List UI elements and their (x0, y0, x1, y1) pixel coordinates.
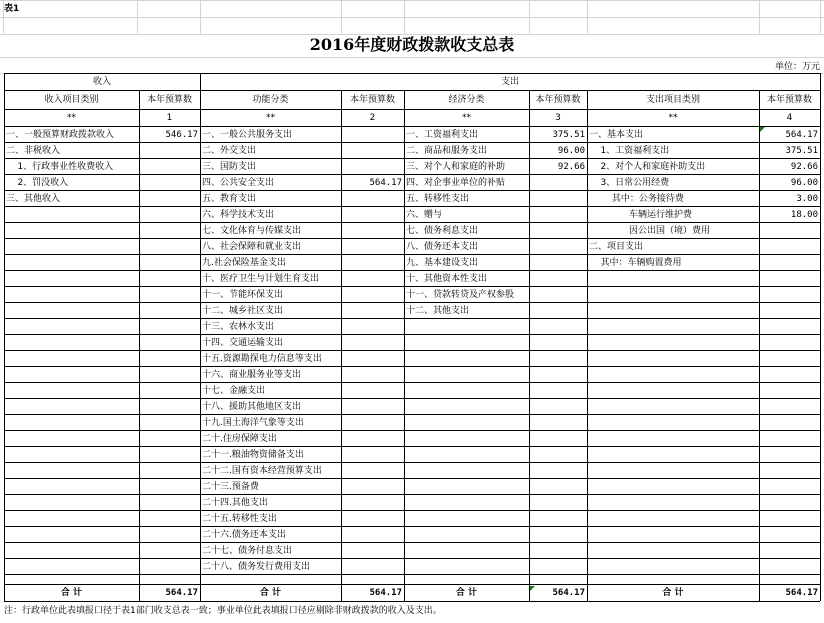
function-row-label: 十二、城乡社区支出 (202, 306, 284, 316)
function-row-value (341, 399, 404, 415)
income-row-value (139, 159, 200, 175)
income-row-value (139, 191, 200, 207)
expense-row-label: 二、项目支出 (589, 242, 644, 252)
economic-row-value (529, 223, 587, 239)
header-function-category: 功能分类 (252, 95, 289, 105)
total-label-function: 合 计 (259, 588, 282, 598)
function-row-value (341, 319, 404, 335)
function-row-label: 十八、援助其他地区支出 (202, 402, 302, 412)
economic-row-label: 八、债务还本支出 (406, 242, 479, 252)
function-row-label: 四、公共安全支出 (202, 178, 275, 188)
function-row-label: 九.社会保险基金支出 (202, 258, 286, 268)
header-num-1: 1 (166, 113, 173, 123)
function-row-label: 二十四.其他支出 (202, 498, 268, 508)
expense-row-value: 375.51 (785, 146, 818, 156)
header-stars-3: ** (462, 113, 471, 123)
sheet-label: 表1 (4, 4, 20, 14)
function-row-label: 二十一.粮油物资储备支出 (202, 450, 304, 460)
income-row-label: 三、其他收入 (6, 194, 61, 204)
function-row-label: 二十六.债务还本支出 (202, 530, 286, 540)
economic-row-label: 一、工资福利支出 (406, 130, 479, 140)
function-row-value (341, 207, 404, 223)
function-row-label: 十七、金融支出 (202, 386, 266, 396)
function-row-label: 一、一般公共服务支出 (202, 130, 293, 140)
function-row-value (341, 335, 404, 351)
expense-row-label: 车辆运行维护费 (589, 210, 693, 220)
function-row-value (341, 431, 404, 447)
income-row-value: 546.17 (165, 130, 198, 140)
function-row-label: 十五.资源勘探电力信息等支出 (202, 354, 322, 364)
economic-row-value: 96.00 (557, 146, 585, 156)
function-row-value (341, 527, 404, 543)
function-row-label: 十四、交通运输支出 (202, 338, 284, 348)
function-row-label: 十六、商业服务业等支出 (202, 370, 302, 380)
cell-marker-total (530, 586, 535, 591)
function-row-label: 二十三.预备费 (202, 482, 259, 492)
table-title: 2016年度财政拨款收支总表 (309, 35, 515, 54)
header-budget-1: 本年预算数 (146, 95, 192, 105)
header-num-4: 4 (786, 113, 793, 123)
function-row-value (341, 191, 404, 207)
function-row-label: 七、文化体育与传媒支出 (202, 226, 302, 236)
expense-row-label: 因公出国（境）费用 (589, 226, 711, 236)
economic-row-value (529, 239, 587, 255)
expense-row-value (759, 223, 820, 239)
economic-row-value (529, 207, 587, 223)
function-row-label: 六、科学技术支出 (202, 210, 275, 220)
function-row-label: 二十.住房保障支出 (202, 434, 277, 444)
function-row-value (341, 447, 404, 463)
income-row-value (139, 143, 200, 159)
economic-row-value (529, 255, 587, 271)
economic-row-label: 七、债务利息支出 (406, 226, 479, 236)
economic-row-label: 十二、其他支出 (406, 306, 470, 316)
economic-row-label: 十、其他资本性支出 (406, 274, 488, 284)
function-row-label: 二十五.转移性支出 (202, 514, 277, 524)
function-row-value (341, 559, 404, 575)
economic-row-value (529, 287, 587, 303)
economic-row-label: 六、赠与 (406, 210, 443, 220)
function-row-value (341, 463, 404, 479)
function-row-label: 十九.国土海洋气象等支出 (202, 418, 304, 428)
function-row-value (341, 287, 404, 303)
economic-row-label: 三、对个人和家庭的补助 (406, 162, 506, 172)
income-row-label: 1、行政事业性收费收入 (6, 162, 114, 172)
footnote: 注：行政单位此表填报口径于表1部门收支总表一致；事业单位此表填报口径应剔除非财政拨款的收入及支出。 (4, 606, 442, 616)
function-row-label: 八、社会保障和就业支出 (202, 242, 302, 252)
function-row-label: 二十七、债务付息支出 (202, 546, 293, 556)
expense-row-value (759, 239, 820, 255)
total-label-expense: 合 计 (662, 588, 684, 598)
total-label-economic: 合 计 (455, 588, 478, 598)
economic-row-value (529, 303, 587, 319)
income-row-label: 一、一般预算财政拨款收入 (6, 130, 115, 140)
economic-row-value (529, 271, 587, 287)
economic-row-value (529, 191, 587, 207)
expense-row-value: 18.00 (790, 210, 818, 220)
function-row-label: 三、国防支出 (202, 162, 257, 172)
economic-row-value: 92.66 (557, 162, 585, 172)
expense-row-label: 其中：车辆购置费用 (589, 258, 682, 268)
expense-row-value: 3.00 (796, 194, 818, 204)
function-row-label: 十、医疗卫生与计划生育支出 (202, 274, 320, 284)
economic-row-value (529, 175, 587, 191)
expense-row-label: 2、对个人和家庭补助支出 (589, 162, 706, 172)
function-row-value (341, 255, 404, 271)
economic-row-label: 四、对企事业单位的补贴 (406, 178, 506, 188)
economic-row-label: 九、基本建设支出 (406, 258, 479, 268)
economic-row-label: 五、转移性支出 (406, 194, 470, 204)
total-value-expense: 564.17 (785, 588, 818, 598)
header-economic-category: 经济分类 (448, 95, 485, 105)
function-row-value (341, 383, 404, 399)
expense-row-label: 1、工资福利支出 (589, 146, 670, 156)
expense-row-label: 3、日常公用经费 (589, 178, 670, 188)
function-row-label: 二十二.国有资本经营预算支出 (202, 466, 322, 476)
total-value-income: 564.17 (165, 588, 198, 598)
total-label-income: 合 计 (60, 588, 83, 598)
function-row-value (341, 511, 404, 527)
header-stars-1: ** (67, 113, 76, 123)
function-row-label: 十一、节能环保支出 (202, 290, 284, 300)
function-row-value (341, 223, 404, 239)
header-income-category: 收入项目类别 (44, 95, 99, 105)
expense-row-value: 564.17 (785, 130, 818, 140)
total-value-function: 564.17 (369, 588, 402, 598)
function-row-value (341, 543, 404, 559)
expense-row-label: 一、基本支出 (589, 130, 644, 140)
function-row-label: 二十八、债务发行费用支出 (202, 562, 311, 572)
header-income: 收入 (92, 77, 111, 87)
function-row-value (341, 271, 404, 287)
function-row-label: 二、外交支出 (202, 146, 257, 156)
total-value-economic: 564.17 (552, 588, 585, 598)
expense-row-value: 96.00 (790, 178, 818, 188)
function-row-value (341, 367, 404, 383)
header-num-2: 2 (369, 113, 376, 123)
function-row-value (341, 159, 404, 175)
unit-label: 单位：万元 (774, 62, 820, 72)
header-num-3: 3 (555, 113, 561, 123)
header-budget-4: 本年预算数 (766, 95, 812, 105)
economic-row-value: 375.51 (552, 130, 585, 140)
expense-row-value: 92.66 (790, 162, 818, 172)
header-budget-2: 本年预算数 (349, 95, 395, 105)
function-row-value (341, 303, 404, 319)
economic-row-label: 十一、贷款转贷及产权参股 (406, 290, 515, 300)
cell-marker-expense (760, 127, 765, 132)
function-row-value (341, 495, 404, 511)
header-budget-3: 本年预算数 (535, 95, 581, 105)
function-row-value (341, 479, 404, 495)
function-row-value (341, 351, 404, 367)
income-row-value (139, 175, 200, 191)
function-row-value (341, 143, 404, 159)
header-stars-4: ** (668, 113, 678, 123)
function-row-value: 564.17 (369, 178, 402, 188)
expense-row-value (759, 255, 820, 271)
function-row-value (341, 415, 404, 431)
header-stars-2: ** (266, 113, 275, 123)
economic-row-label: 二、商品和服务支出 (406, 146, 488, 156)
header-expense: 支出 (500, 77, 519, 87)
header-expense-category: 支出项目类别 (645, 95, 700, 105)
income-row-label: 二、非税收入 (6, 146, 61, 156)
income-row-label: 2、罚没收入 (6, 178, 69, 188)
function-row-value (341, 239, 404, 255)
function-row-label: 十三、农林水支出 (202, 322, 275, 332)
function-row-value (341, 127, 404, 143)
expense-row-label: 其中：公务接待费 (589, 194, 684, 204)
function-row-label: 五、教育支出 (202, 194, 257, 204)
